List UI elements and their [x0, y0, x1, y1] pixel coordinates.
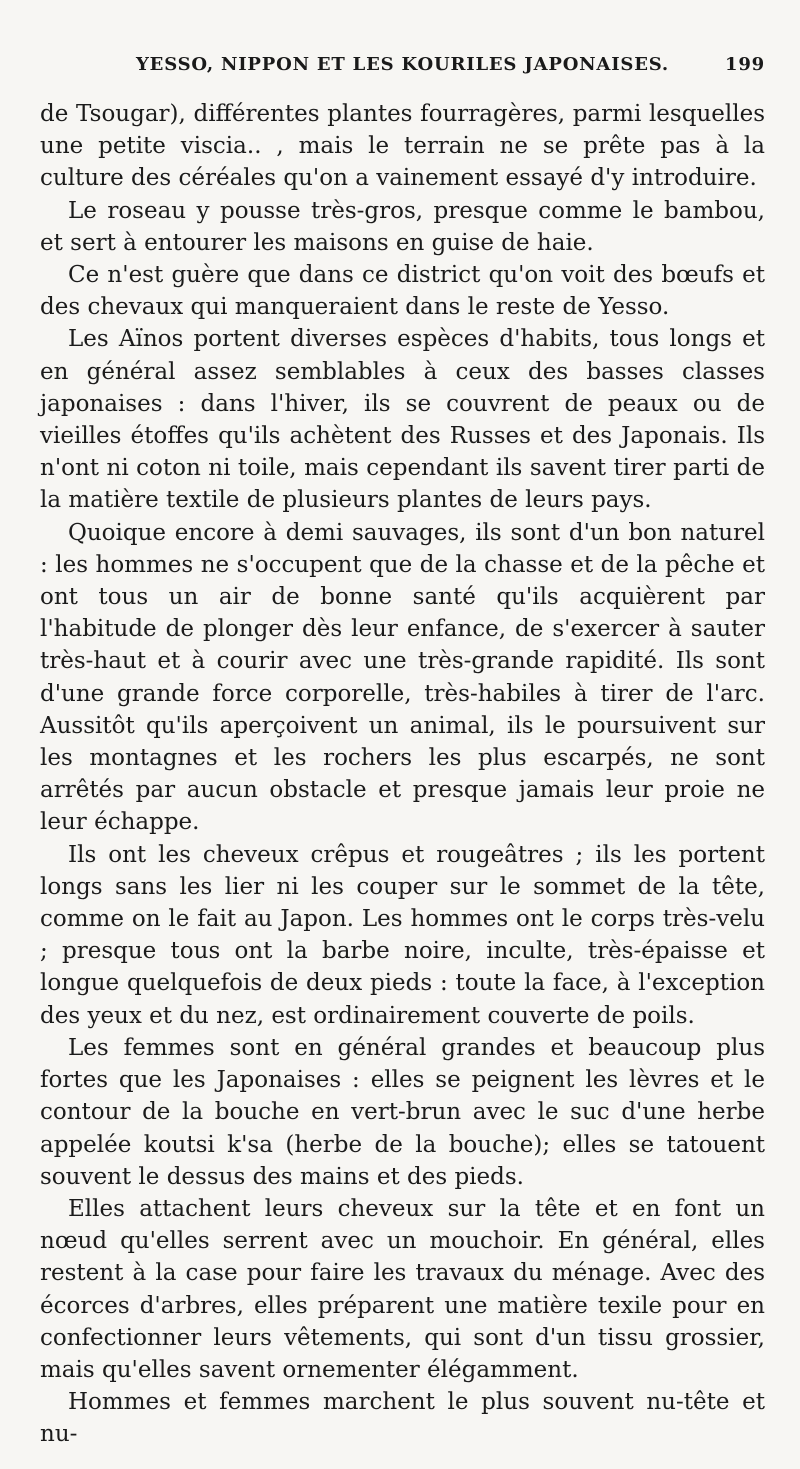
- paragraph: Hommes et femmes marchent le plus souvent nu-tête et nu-: [40, 1389, 765, 1448]
- body-text: [40, 98, 765, 1451]
- paragraph: Les Aïnos portent diverses espèces d'habits, tous longs et en général assez semblables à ceux des basses classes japonaises : dans l'hiver, ils se couvrent de peaux ou de vieilles étoffes qu'ils achètent des Russes et des Japonais. Ils n'ont ni coton ni toile, mais cependant ils savent tirer parti de la matière textile de plusieurs plantes de leurs pays.: [40, 326, 765, 514]
- page-number: 199: [725, 54, 765, 75]
- book-page: [40, 54, 765, 1451]
- paragraph: Quoique encore à demi sauvages, ils sont d'un bon naturel : les hommes ne s'occupent que de la chasse et de la pêche et ont tous un air de bonne santé qu'ils acquièrent par l'habitude de plonger dès leur enfance, de s'exercer à sauter très-haut et à courir avec une très-grande rapidité. Ils sont d'une grande force corporelle, très-habiles à tirer de l'arc. Aussitôt qu'ils aperçoivent un animal, ils le poursuivent sur les montagnes et les rochers les plus escarpés, ne sont arrêtés par aucun obstacle et presque jamais leur proie ne leur échappe.: [40, 519, 765, 836]
- paragraph: Le roseau y pousse très-gros, presque comme le bambou, et sert à entourer les maisons en guise de haie.: [40, 197, 765, 256]
- paragraph: Ils ont les cheveux crêpus et rougeâtres ; ils les portent longs sans les lier ni les couper sur le sommet de la tête, comme on le fait au Japon. Les hommes ont le corps très-velu ; presque tous ont la barbe noire, inculte, très-épaisse et longue quelquefois de deux pieds : toute la face, à l'exception des yeux et du nez, est ordinairement couverte de poils.: [40, 841, 765, 1029]
- paragraph: de Tsougar), différentes plantes fourragères, parmi lesquelles une petite viscia.. , mais le terrain ne se prête pas à la culture des céréales qu'on a vainement essayé d'y introduire.: [40, 101, 765, 192]
- paragraph: Elles attachent leurs cheveux sur la tête et en font un nœud qu'elles serrent avec un mouchoir. En général, elles restent à la case pour faire les travaux du ménage. Avec des écorces d'arbres, elles préparent une matière texile pour en confectionner leurs vêtements, qui sont d'un tissu grossier, mais qu'elles savent ornementer élégamment.: [40, 1195, 765, 1383]
- page-header: [40, 54, 765, 88]
- paragraph: Ce n'est guère que dans ce district qu'on voit des bœufs et des chevaux qui manqueraient dans le reste de Yesso.: [40, 262, 765, 321]
- running-title: YESSO, NIPPON ET LES KOURILES JAPONAISES.: [136, 54, 669, 75]
- paragraph: Les femmes sont en général grandes et beaucoup plus fortes que les Japonaises : elles se peignent les lèvres et le contour de la bouche en vert-brun avec le suc d'une herbe appelée koutsi k'sa (herbe de la bouche); elles se tatouent souvent le dessus des mains et des pieds.: [40, 1034, 765, 1190]
